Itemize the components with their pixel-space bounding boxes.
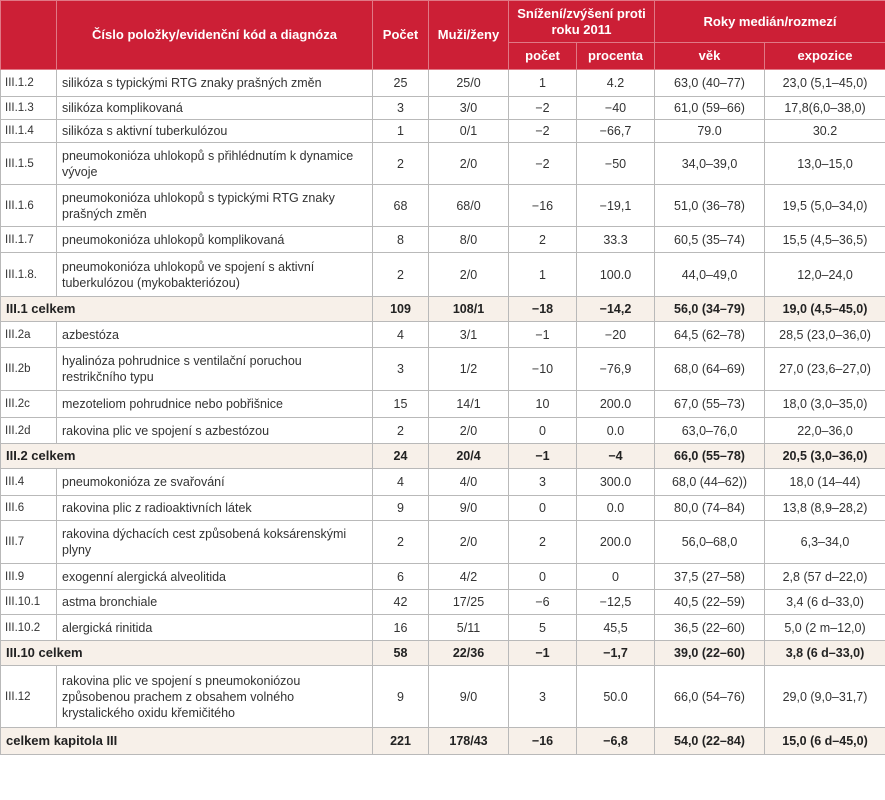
change-count-cell: 10	[509, 391, 577, 418]
men-women-cell: 4/0	[429, 469, 509, 496]
change-count-cell: −2	[509, 143, 577, 185]
exposure-cell: 19,5 (5,0–34,0)	[765, 185, 885, 227]
item-code-cell: III.1.8.	[1, 253, 57, 297]
exposure-cell: 15,5 (4,5–36,5)	[765, 227, 885, 253]
table-body	[1, 70, 885, 755]
men-women-cell: 2/0	[429, 521, 509, 564]
change-count-cell: −6	[509, 590, 577, 615]
men-women-cell: 22/36	[429, 641, 509, 666]
change-percent-cell: 45,5	[577, 615, 655, 641]
total-label-cell: III.2 celkem	[1, 444, 373, 469]
change-percent-cell: 50.0	[577, 666, 655, 728]
age-cell: 60,5 (35–74)	[655, 227, 765, 253]
change-count-cell: −18	[509, 297, 577, 322]
change-percent-cell: −4	[577, 444, 655, 469]
diagnosis-cell: pneumokonióza uhlokopů s typickými RTG znaky prašných změn	[57, 185, 373, 227]
item-code-cell: III.1.6	[1, 185, 57, 227]
exposure-cell: 2,8 (57 d–22,0)	[765, 564, 885, 590]
exposure-cell: 18,0 (14–44)	[765, 469, 885, 496]
diagnosis-cell: hyalinóza pohrudnice s ventilační poruchou restrikčního typu	[57, 348, 373, 391]
change-percent-cell: 0.0	[577, 496, 655, 521]
men-women-cell: 8/0	[429, 227, 509, 253]
count-cell: 1	[373, 120, 429, 143]
exposure-cell: 29,0 (9,0–31,7)	[765, 666, 885, 728]
count-cell: 42	[373, 590, 429, 615]
change-count-cell: 1	[509, 70, 577, 97]
change-percent-cell: 300.0	[577, 469, 655, 496]
item-code-cell: III.12	[1, 666, 57, 728]
item-code-cell: III.1.4	[1, 120, 57, 143]
header-men-women: Muži/ženy	[429, 1, 509, 70]
exposure-cell: 20,5 (3,0–36,0)	[765, 444, 885, 469]
count-cell: 2	[373, 143, 429, 185]
age-cell: 63,0–76,0	[655, 418, 765, 444]
diagnosis-cell: rakovina plic ve spojení s pneumokoniózou způsobenou prachem z obsahem volného krystalického oxidu křemičitého	[57, 666, 373, 728]
total-label-cell: III.10 celkem	[1, 641, 373, 666]
change-count-cell: −1	[509, 444, 577, 469]
change-percent-cell: −40	[577, 97, 655, 120]
diagnosis-cell: azbestóza	[57, 322, 373, 348]
men-women-cell: 0/1	[429, 120, 509, 143]
total-label-cell: celkem kapitola III	[1, 728, 373, 755]
change-percent-cell: −6,8	[577, 728, 655, 755]
count-cell: 9	[373, 496, 429, 521]
change-count-cell: 5	[509, 615, 577, 641]
item-code-cell: III.1.2	[1, 70, 57, 97]
count-cell: 25	[373, 70, 429, 97]
change-count-cell: 2	[509, 521, 577, 564]
header-exposure: expozice	[765, 43, 885, 70]
age-cell: 54,0 (22–84)	[655, 728, 765, 755]
change-percent-cell: 100.0	[577, 253, 655, 297]
change-percent-cell: 0	[577, 564, 655, 590]
item-code-cell: III.2b	[1, 348, 57, 391]
age-cell: 51,0 (36–78)	[655, 185, 765, 227]
change-count-cell: −1	[509, 641, 577, 666]
change-count-cell: −1	[509, 322, 577, 348]
count-cell: 6	[373, 564, 429, 590]
age-cell: 44,0–49,0	[655, 253, 765, 297]
age-cell: 56,0–68,0	[655, 521, 765, 564]
item-code-cell: III.1.5	[1, 143, 57, 185]
age-cell: 63,0 (40–77)	[655, 70, 765, 97]
age-cell: 64,5 (62–78)	[655, 322, 765, 348]
count-cell: 2	[373, 521, 429, 564]
change-percent-cell: −12,5	[577, 590, 655, 615]
diagnosis-cell: silikóza komplikovaná	[57, 97, 373, 120]
item-code-cell: III.1.3	[1, 97, 57, 120]
item-code-cell: III.4	[1, 469, 57, 496]
header-age: věk	[655, 43, 765, 70]
change-percent-cell: −76,9	[577, 348, 655, 391]
change-count-cell: 0	[509, 564, 577, 590]
exposure-cell: 6,3–34,0	[765, 521, 885, 564]
item-code-cell: III.2d	[1, 418, 57, 444]
exposure-cell: 23,0 (5,1–45,0)	[765, 70, 885, 97]
men-women-cell: 2/0	[429, 253, 509, 297]
table-total-row	[1, 444, 885, 469]
count-cell: 2	[373, 253, 429, 297]
table-row	[1, 564, 885, 590]
men-women-cell: 20/4	[429, 444, 509, 469]
diagnosis-cell: pneumokonióza uhlokopů s přihlédnutím k dynamice vývoje	[57, 143, 373, 185]
table-row	[1, 590, 885, 615]
diagnosis-cell: pneumokonióza uhlokopů komplikovaná	[57, 227, 373, 253]
table-row	[1, 615, 885, 641]
count-cell: 4	[373, 322, 429, 348]
header-diagnosis: Číslo položky/evidenční kód a diagnóza	[57, 1, 373, 70]
age-cell: 66,0 (55–78)	[655, 444, 765, 469]
table-row	[1, 348, 885, 391]
men-women-cell: 5/11	[429, 615, 509, 641]
count-cell: 58	[373, 641, 429, 666]
item-code-cell: III.2c	[1, 391, 57, 418]
men-women-cell: 4/2	[429, 564, 509, 590]
change-percent-cell: 200.0	[577, 391, 655, 418]
exposure-cell: 27,0 (23,6–27,0)	[765, 348, 885, 391]
change-count-cell: −2	[509, 120, 577, 143]
table-row	[1, 418, 885, 444]
change-percent-cell: 200.0	[577, 521, 655, 564]
count-cell: 3	[373, 348, 429, 391]
age-cell: 34,0–39,0	[655, 143, 765, 185]
age-cell: 40,5 (22–59)	[655, 590, 765, 615]
change-percent-cell: −19,1	[577, 185, 655, 227]
age-cell: 66,0 (54–76)	[655, 666, 765, 728]
item-code-cell: III.10.1	[1, 590, 57, 615]
header-change: Snížení/zvýšení proti roku 2011	[509, 1, 655, 43]
exposure-cell: 5,0 (2 m–12,0)	[765, 615, 885, 641]
men-women-cell: 9/0	[429, 496, 509, 521]
table-row	[1, 521, 885, 564]
men-women-cell: 9/0	[429, 666, 509, 728]
change-percent-cell: −66,7	[577, 120, 655, 143]
men-women-cell: 1/2	[429, 348, 509, 391]
diagnosis-cell: astma bronchiale	[57, 590, 373, 615]
count-cell: 68	[373, 185, 429, 227]
count-cell: 8	[373, 227, 429, 253]
header-count: Počet	[373, 1, 429, 70]
table-row	[1, 185, 885, 227]
age-cell: 36,5 (22–60)	[655, 615, 765, 641]
header-change-percent: procenta	[577, 43, 655, 70]
change-count-cell: −10	[509, 348, 577, 391]
change-count-cell: 0	[509, 418, 577, 444]
exposure-cell: 3,8 (6 d–33,0)	[765, 641, 885, 666]
age-cell: 61,0 (59–66)	[655, 97, 765, 120]
change-count-cell: 3	[509, 469, 577, 496]
exposure-cell: 30.2	[765, 120, 885, 143]
table-row	[1, 391, 885, 418]
change-count-cell: −16	[509, 728, 577, 755]
age-cell: 67,0 (55–73)	[655, 391, 765, 418]
exposure-cell: 13,8 (8,9–28,2)	[765, 496, 885, 521]
table-row	[1, 469, 885, 496]
item-code-cell: III.2a	[1, 322, 57, 348]
count-cell: 109	[373, 297, 429, 322]
men-women-cell: 25/0	[429, 70, 509, 97]
count-cell: 24	[373, 444, 429, 469]
table-row	[1, 70, 885, 97]
change-percent-cell: 0.0	[577, 418, 655, 444]
table-total-row	[1, 641, 885, 666]
count-cell: 4	[373, 469, 429, 496]
count-cell: 3	[373, 97, 429, 120]
men-women-cell: 3/1	[429, 322, 509, 348]
count-cell: 2	[373, 418, 429, 444]
men-women-cell: 178/43	[429, 728, 509, 755]
item-code-cell: III.10.2	[1, 615, 57, 641]
age-cell: 56,0 (34–79)	[655, 297, 765, 322]
age-cell: 39,0 (22–60)	[655, 641, 765, 666]
header-empty-cell	[1, 1, 57, 70]
men-women-cell: 68/0	[429, 185, 509, 227]
total-label-cell: III.1 celkem	[1, 297, 373, 322]
age-cell: 37,5 (27–58)	[655, 564, 765, 590]
change-percent-cell: 33.3	[577, 227, 655, 253]
header-years: Roky medián/rozmezí	[655, 1, 885, 43]
table-row	[1, 120, 885, 143]
change-count-cell: 1	[509, 253, 577, 297]
exposure-cell: 22,0–36,0	[765, 418, 885, 444]
item-code-cell: III.1.7	[1, 227, 57, 253]
table-row	[1, 97, 885, 120]
change-count-cell: −2	[509, 97, 577, 120]
table-row	[1, 253, 885, 297]
header-change-count: počet	[509, 43, 577, 70]
count-cell: 15	[373, 391, 429, 418]
table-total-row	[1, 297, 885, 322]
exposure-cell: 12,0–24,0	[765, 253, 885, 297]
diagnosis-cell: pneumokonióza ze svařování	[57, 469, 373, 496]
change-count-cell: 3	[509, 666, 577, 728]
change-percent-cell: −20	[577, 322, 655, 348]
diagnosis-cell: pneumokonióza uhlokopů ve spojení s aktivní tuberkulózou (mykobakteriózou)	[57, 253, 373, 297]
change-count-cell: 2	[509, 227, 577, 253]
count-cell: 9	[373, 666, 429, 728]
men-women-cell: 2/0	[429, 143, 509, 185]
change-percent-cell: 4.2	[577, 70, 655, 97]
count-cell: 221	[373, 728, 429, 755]
item-code-cell: III.6	[1, 496, 57, 521]
table-total-row	[1, 728, 885, 755]
change-percent-cell: −1,7	[577, 641, 655, 666]
item-code-cell: III.7	[1, 521, 57, 564]
exposure-cell: 15,0 (6 d–45,0)	[765, 728, 885, 755]
men-women-cell: 108/1	[429, 297, 509, 322]
table-row	[1, 322, 885, 348]
men-women-cell: 3/0	[429, 97, 509, 120]
age-cell: 80,0 (74–84)	[655, 496, 765, 521]
table-row	[1, 666, 885, 728]
men-women-cell: 17/25	[429, 590, 509, 615]
exposure-cell: 18,0 (3,0–35,0)	[765, 391, 885, 418]
diagnosis-cell: silikóza s typickými RTG znaky prašných změn	[57, 70, 373, 97]
item-code-cell: III.9	[1, 564, 57, 590]
diagnosis-cell: exogenní alergická alveolitida	[57, 564, 373, 590]
change-percent-cell: −50	[577, 143, 655, 185]
change-percent-cell: −14,2	[577, 297, 655, 322]
age-cell: 68,0 (64–69)	[655, 348, 765, 391]
table-row	[1, 496, 885, 521]
diagnosis-cell: silikóza s aktivní tuberkulózou	[57, 120, 373, 143]
header-row-primary	[1, 1, 885, 43]
exposure-cell: 13,0–15,0	[765, 143, 885, 185]
count-cell: 16	[373, 615, 429, 641]
table-row	[1, 227, 885, 253]
age-cell: 68,0 (44–62))	[655, 469, 765, 496]
diagnosis-cell: rakovina dýchacích cest způsobená koksárenskými plyny	[57, 521, 373, 564]
men-women-cell: 2/0	[429, 418, 509, 444]
exposure-cell: 28,5 (23,0–36,0)	[765, 322, 885, 348]
age-cell: 79.0	[655, 120, 765, 143]
men-women-cell: 14/1	[429, 391, 509, 418]
exposure-cell: 3,4 (6 d–33,0)	[765, 590, 885, 615]
exposure-cell: 17,8(6,0–38,0)	[765, 97, 885, 120]
exposure-cell: 19,0 (4,5–45,0)	[765, 297, 885, 322]
diagnosis-cell: mezoteliom pohrudnice nebo pobřišnice	[57, 391, 373, 418]
change-count-cell: 0	[509, 496, 577, 521]
table-row	[1, 143, 885, 185]
diagnosis-cell: alergická rinitida	[57, 615, 373, 641]
diagnosis-cell: rakovina plic ve spojení s azbestózou	[57, 418, 373, 444]
change-count-cell: −16	[509, 185, 577, 227]
diagnosis-cell: rakovina plic z radioaktivních látek	[57, 496, 373, 521]
